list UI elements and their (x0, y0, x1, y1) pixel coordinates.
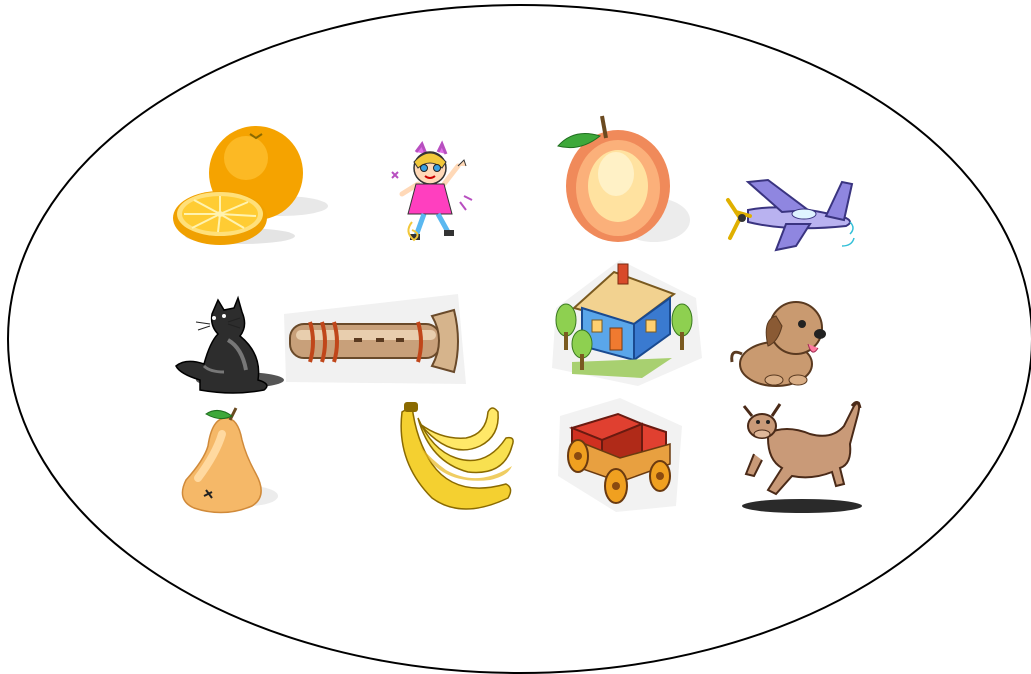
cat-icon (170, 296, 285, 391)
bananas-icon (398, 400, 520, 518)
doll-icon (388, 142, 478, 252)
house-icon (546, 258, 706, 388)
peach-icon (554, 110, 694, 250)
puppy-icon (728, 294, 828, 390)
toy-car-icon (556, 396, 688, 514)
flute-icon (282, 292, 468, 388)
pear-icon (174, 404, 284, 514)
orange-icon (170, 128, 330, 253)
cow-icon (740, 394, 864, 516)
airplane-icon (722, 176, 864, 252)
